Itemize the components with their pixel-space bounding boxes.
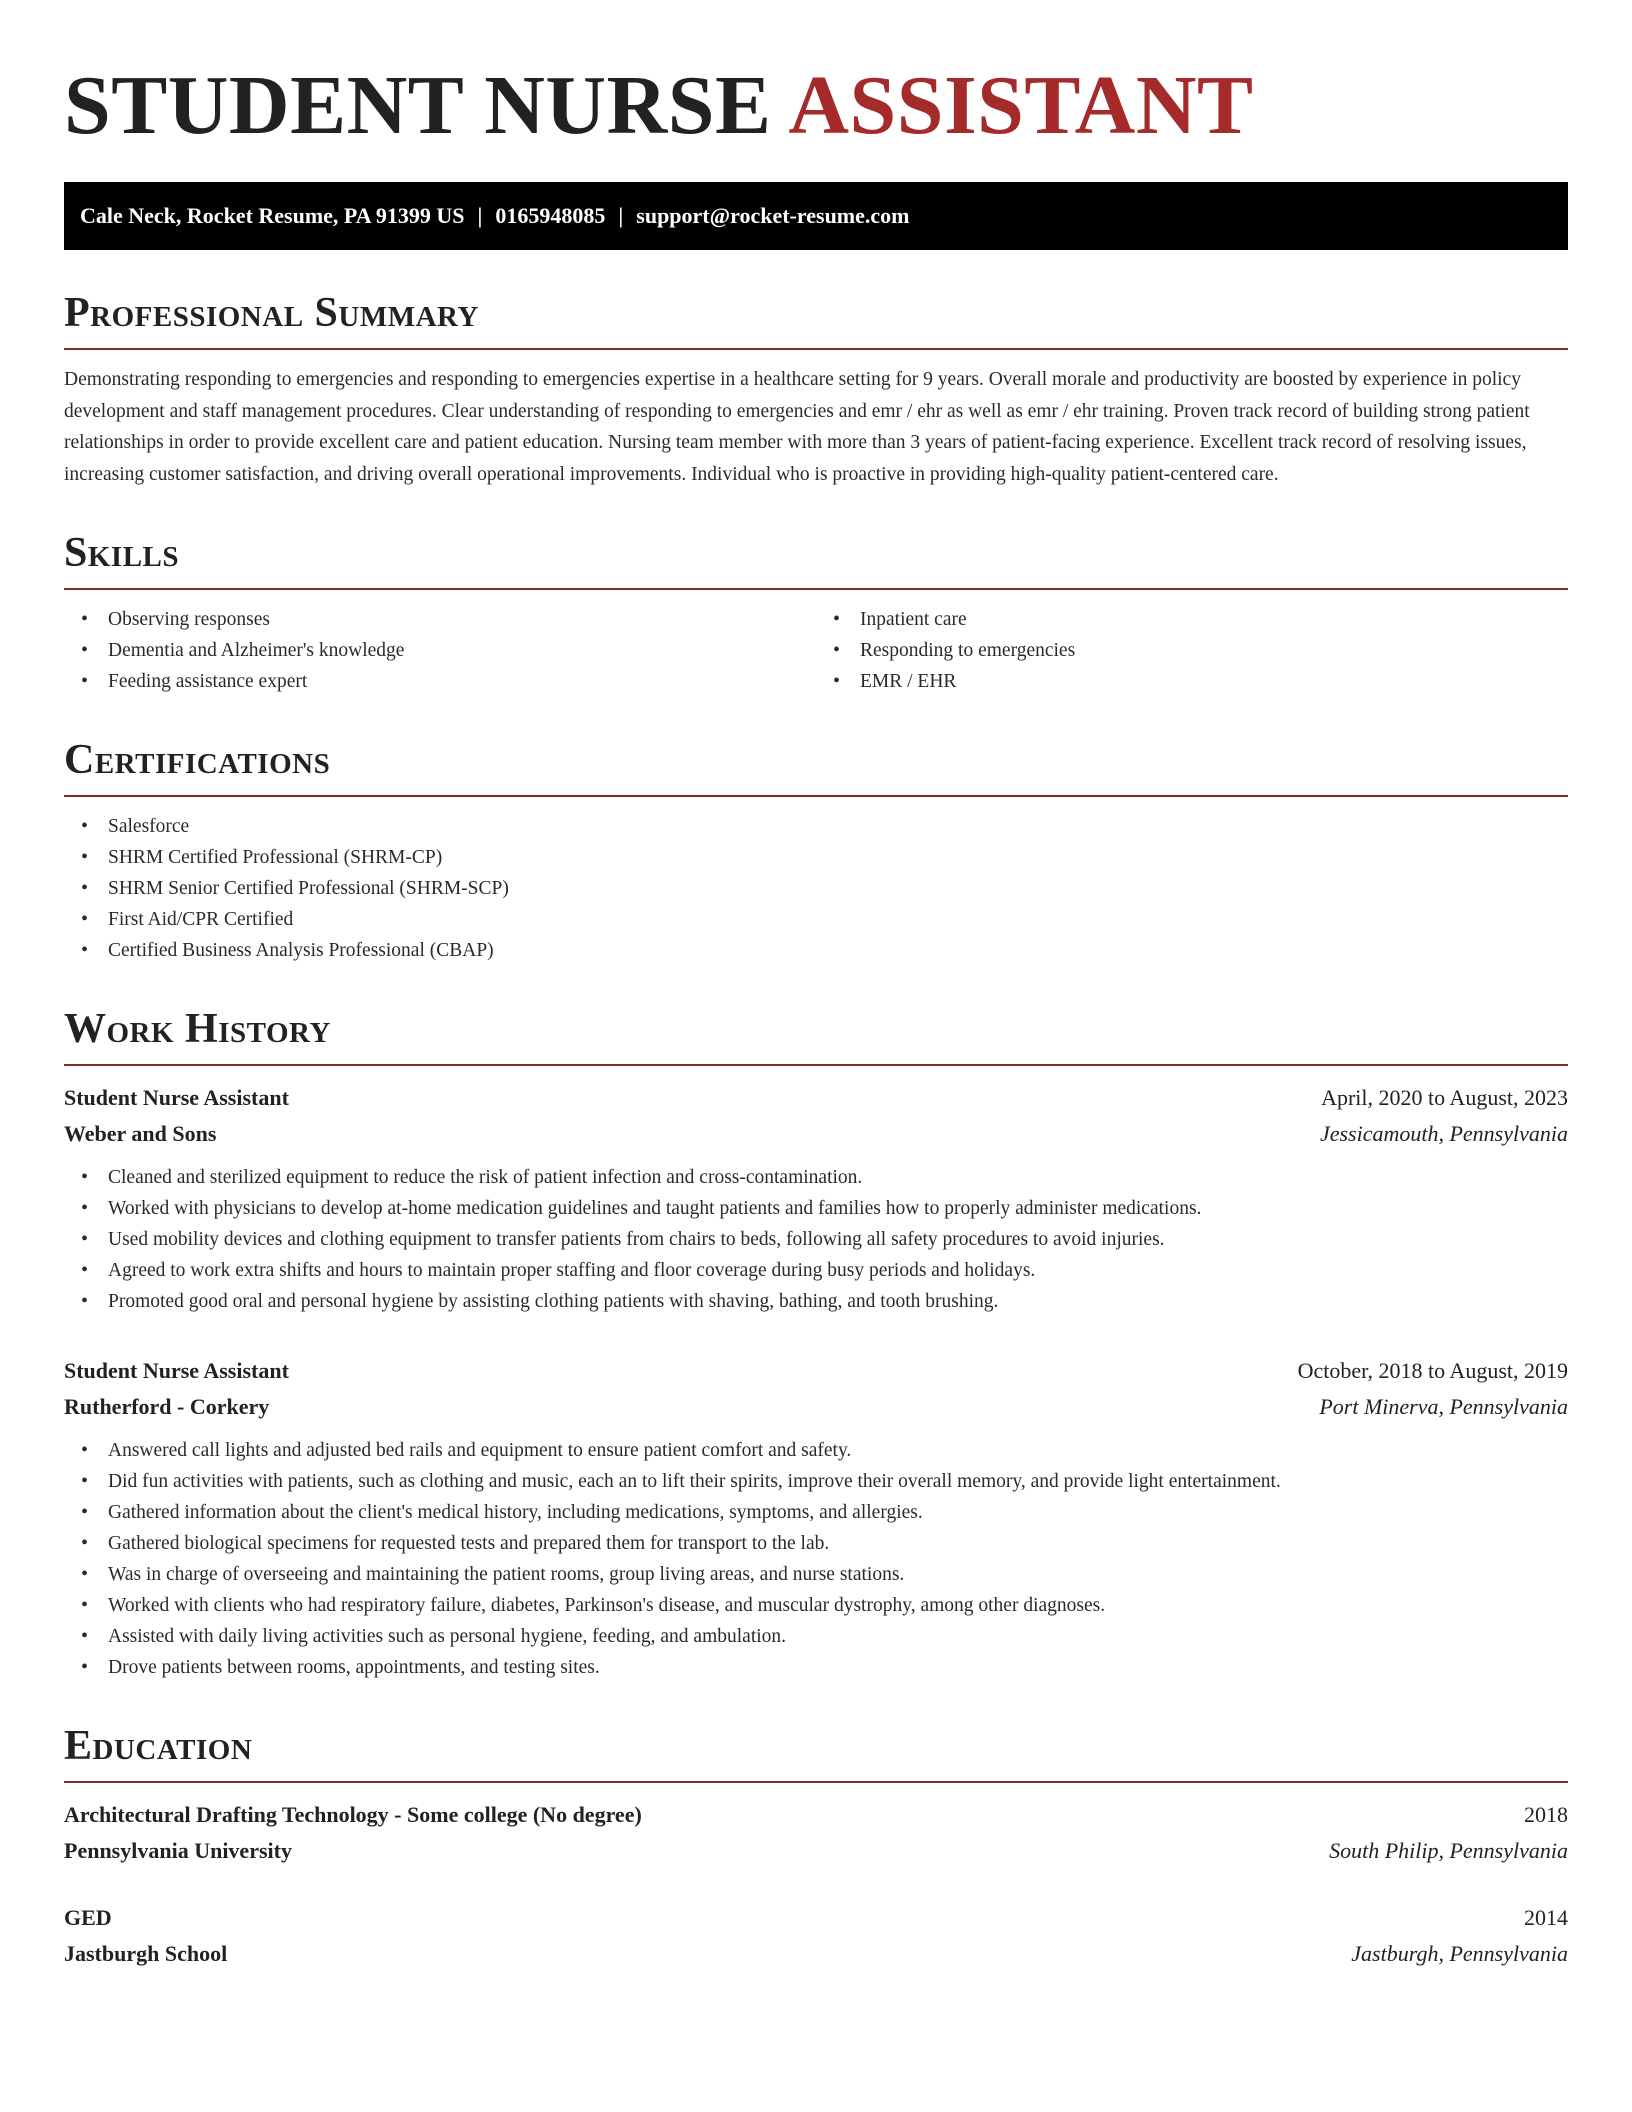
skill-item: • EMR / EHR (816, 666, 1568, 697)
certifications-section (64, 739, 1568, 966)
skills-grid (64, 590, 1568, 697)
job-duty: • Cleaned and sterilized equipment to reduce the risk of patient infection and cross-contamination. (64, 1162, 1568, 1193)
job-duty: • Worked with physicians to develop at-home medication guidelines and taught patients and families how to properly administer medications. (64, 1193, 1568, 1224)
job-duties-list (64, 1162, 1568, 1317)
job-company: Rutherford - Corkery (64, 1394, 270, 1419)
job-duty: • Assisted with daily living activities such as personal hygiene, feeding, and ambulation. (64, 1621, 1568, 1652)
job-duty: • Drove patients between rooms, appointments, and testing sites. (64, 1652, 1568, 1683)
contact-email: support@rocket-resume.com (636, 203, 910, 228)
job-duty: • Gathered biological specimens for requested tests and prepared them for transport to the lab. (64, 1528, 1568, 1559)
job-location: Port Minerva, Pennsylvania (1319, 1394, 1568, 1419)
contact-separator: | (618, 203, 624, 228)
education-location: South Philip, Pennsylvania (1329, 1838, 1568, 1863)
skill-item: • Inpatient care (816, 604, 1568, 635)
certification-item: • SHRM Certified Professional (SHRM-CP) (64, 842, 1568, 873)
section-heading: Work History (64, 1008, 1568, 1066)
education-entry (64, 1797, 1568, 1869)
job-duty: • Promoted good oral and personal hygiene by assisting clothing patients with shaving, bathing, and tooth brushing. (64, 1286, 1568, 1317)
job-duty: • Did fun activities with patients, such as clothing and music, each an to lift their spirits, improve their overall memory, and provide light entertainment. (64, 1466, 1568, 1497)
certification-item: • First Aid/CPR Certified (64, 904, 1568, 935)
skills-list-right (816, 604, 1568, 697)
job-duty: • Was in charge of overseeing and maintaining the patient rooms, group living areas, and nurse stations. (64, 1559, 1568, 1590)
education-location: Jastburgh, Pennsylvania (1351, 1941, 1568, 1966)
title-main: STUDENT NURSE (64, 59, 772, 152)
job-company-row (64, 1116, 1568, 1152)
education-section (64, 1725, 1568, 1972)
education-school: Pennsylvania University (64, 1838, 292, 1863)
section-heading: Professional Summary (64, 292, 1568, 350)
job-header-row (64, 1353, 1568, 1389)
skill-item: • Responding to emergencies (816, 635, 1568, 666)
contact-bar (64, 182, 1568, 250)
education-degree-row (64, 1900, 1568, 1936)
skills-section (64, 532, 1568, 697)
section-heading: Certifications (64, 739, 1568, 797)
job-duty: • Used mobility devices and clothing equipment to transfer patients from chairs to beds, following all safety procedures to avoid injuries. (64, 1224, 1568, 1255)
education-degree: Architectural Drafting Technology - Some college (No degree) (64, 1802, 642, 1827)
section-heading: Education (64, 1725, 1568, 1783)
education-degree: GED (64, 1905, 112, 1930)
job-company-row (64, 1389, 1568, 1425)
education-school-row (64, 1833, 1568, 1869)
certification-item: • Salesforce (64, 811, 1568, 842)
job-location: Jessicamouth, Pennsylvania (1319, 1121, 1568, 1146)
contact-separator: | (477, 203, 483, 228)
certification-item: • Certified Business Analysis Professional (CBAP) (64, 935, 1568, 966)
resume-title (64, 59, 1568, 152)
skills-list-left (64, 604, 816, 697)
job-entry (64, 1080, 1568, 1317)
job-duty: • Gathered information about the client's medical history, including medications, symptoms, and allergies. (64, 1497, 1568, 1528)
work-history-section (64, 1008, 1568, 1683)
title-accent: ASSISTANT (788, 59, 1254, 152)
education-entry (64, 1900, 1568, 1972)
job-header-row (64, 1080, 1568, 1116)
job-duty: • Agreed to work extra shifts and hours to maintain proper staffing and floor coverage during busy periods and holidays. (64, 1255, 1568, 1286)
job-duty: • Answered call lights and adjusted bed rails and equipment to ensure patient comfort and safety. (64, 1435, 1568, 1466)
section-heading: Skills (64, 532, 1568, 590)
contact-phone: 0165948085 (495, 203, 606, 228)
job-dates: October, 2018 to August, 2019 (1297, 1358, 1568, 1383)
summary-section (64, 292, 1568, 490)
job-duties-list (64, 1435, 1568, 1683)
summary-text: Demonstrating responding to emergencies and responding to emergencies expertise in a healthcare setting for 9 years. Overall morale and productivity are boosted by experience in policy development and staff management procedures. Clear understanding of responding to emergencies and emr / ehr as well as emr / ehr training. Proven track record of building strong patient relationships in order to provide excellent care and patient education. Nursing team member with more than 3 years of patient-facing experience. Excellent track record of resolving issues, increasing customer satisfaction, and driving overall operational improvements. Individual who is proactive in providing high-quality patient-centered care. (64, 369, 1530, 485)
education-degree-row (64, 1797, 1568, 1833)
education-year: 2014 (1524, 1905, 1568, 1930)
education-school-row (64, 1936, 1568, 1972)
skill-item: • Observing responses (64, 604, 816, 635)
job-title: Student Nurse Assistant (64, 1085, 289, 1110)
job-title: Student Nurse Assistant (64, 1358, 289, 1383)
contact-address: Cale Neck, Rocket Resume, PA 91399 US (80, 203, 465, 228)
job-company: Weber and Sons (64, 1121, 217, 1146)
certifications-list (64, 811, 1568, 966)
job-duty: • Worked with clients who had respiratory failure, diabetes, Parkinson's disease, and muscular dystrophy, among other diagnoses. (64, 1590, 1568, 1621)
education-year: 2018 (1524, 1802, 1568, 1827)
education-school: Jastburgh School (64, 1941, 228, 1966)
skill-item: • Dementia and Alzheimer's knowledge (64, 635, 816, 666)
job-dates: April, 2020 to August, 2023 (1321, 1085, 1568, 1110)
skill-item: • Feeding assistance expert (64, 666, 816, 697)
job-entry (64, 1353, 1568, 1683)
certification-item: • SHRM Senior Certified Professional (SHRM-SCP) (64, 873, 1568, 904)
